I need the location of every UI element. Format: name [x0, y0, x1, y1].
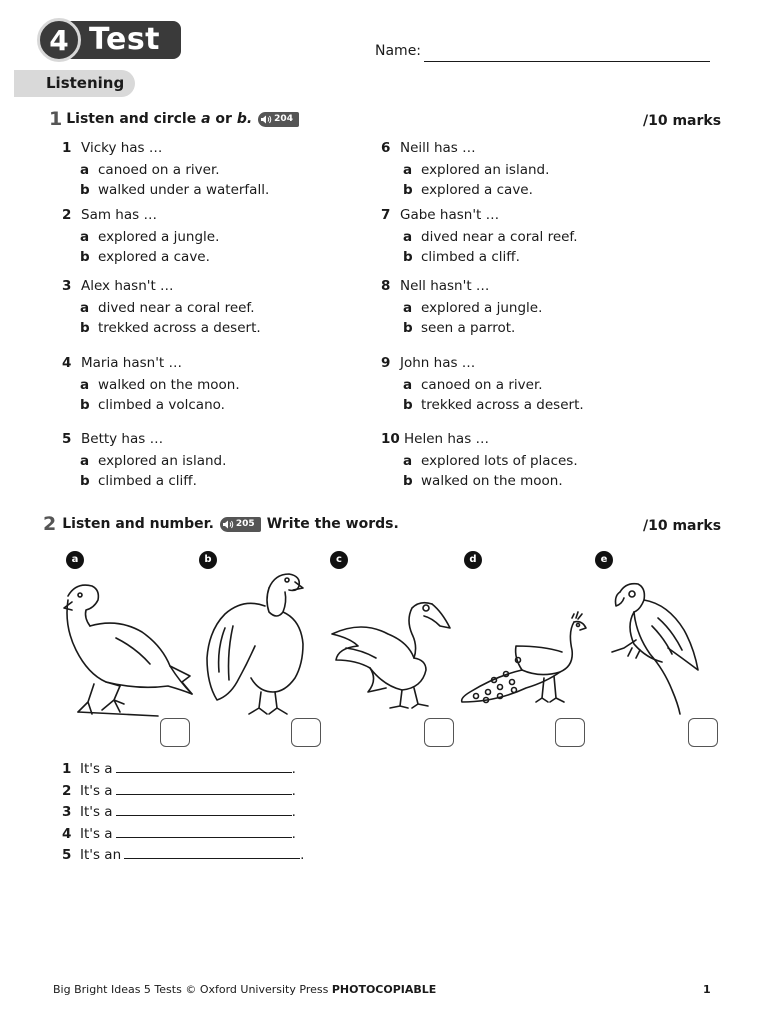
marks-2: /10 marks — [643, 518, 722, 534]
picture-label-a: a — [66, 551, 84, 569]
option-letter[interactable]: b — [80, 182, 90, 198]
option-b[interactable] — [62, 182, 269, 198]
line-end: . — [291, 825, 296, 842]
page-number: 1 — [703, 983, 711, 996]
option-letter[interactable]: b — [80, 473, 90, 489]
option-a[interactable] — [381, 162, 549, 178]
footer-photocopiable: PHOTOCOPIABLE — [331, 983, 437, 996]
option-a[interactable] — [381, 377, 584, 393]
test-badge — [37, 18, 181, 62]
picture-label-e: e — [595, 551, 613, 569]
option-b[interactable] — [62, 473, 226, 489]
option-text: canoed on a river. — [98, 162, 220, 178]
question-number: 9 — [381, 355, 391, 371]
option-letter[interactable]: a — [80, 377, 90, 393]
option-letter[interactable]: b — [403, 320, 413, 336]
picture-label-b: b — [199, 551, 217, 569]
question-stem: Gabe hasn't … — [400, 207, 500, 223]
option-a[interactable] — [62, 453, 226, 469]
answer-blank[interactable] — [116, 837, 292, 838]
question-number: 10 — [381, 431, 400, 447]
line-end: . — [291, 782, 296, 799]
name-label: Name: — [375, 43, 422, 59]
option-text: walked on the moon. — [421, 473, 563, 489]
picture-label-c: c — [330, 551, 348, 569]
footer — [53, 983, 436, 996]
question-number: 5 — [62, 431, 72, 447]
option-b[interactable] — [381, 249, 578, 265]
line-prompt: It's a — [80, 761, 113, 777]
question-stem: Sam has … — [81, 207, 157, 223]
line-end: . — [300, 847, 305, 863]
option-b[interactable] — [62, 397, 240, 413]
option-text: climbed a cliff. — [98, 473, 197, 489]
question-4 — [62, 355, 240, 413]
instruction-a: a — [201, 111, 211, 127]
question-number: 2 — [62, 207, 72, 223]
option-a[interactable] — [381, 229, 578, 245]
option-text: trekked across a desert. — [98, 320, 261, 336]
option-text: climbed a volcano. — [98, 397, 225, 413]
name-field[interactable] — [424, 61, 710, 62]
write-line-1 — [62, 761, 296, 777]
question-number: 8 — [381, 278, 391, 294]
option-text: trekked across a desert. — [421, 397, 584, 413]
option-letter[interactable]: a — [403, 377, 413, 393]
option-a[interactable] — [62, 377, 240, 393]
option-text: explored a cave. — [421, 182, 533, 198]
option-letter[interactable]: b — [80, 397, 90, 413]
question-stem: John has … — [400, 355, 476, 371]
line-prompt: It's a — [80, 804, 113, 820]
question-number: 6 — [381, 140, 391, 156]
line-number: 2 — [62, 782, 72, 799]
question-stem: Betty has … — [81, 431, 164, 447]
exercise-number: 1 — [49, 108, 63, 130]
answer-blank[interactable] — [116, 794, 292, 795]
option-text: explored a cave. — [98, 249, 210, 265]
option-letter[interactable]: b — [403, 397, 413, 413]
write-line-3 — [62, 804, 296, 820]
swan-icon — [328, 598, 456, 710]
line-prompt: It's a — [80, 782, 113, 799]
answer-box-e[interactable] — [688, 718, 718, 747]
audio-track-number: 205 — [235, 519, 255, 529]
test-number: 4 — [37, 18, 81, 62]
audio-track-badge[interactable] — [220, 517, 261, 532]
answer-blank[interactable] — [116, 815, 292, 816]
answer-box-d[interactable] — [555, 718, 585, 747]
speaker-icon — [260, 114, 272, 125]
question-2 — [62, 207, 219, 265]
answer-blank[interactable] — [124, 858, 300, 859]
option-letter[interactable]: a — [403, 300, 413, 316]
question-number: 1 — [62, 140, 72, 156]
option-b[interactable] — [381, 320, 542, 336]
option-a[interactable] — [381, 300, 542, 316]
question-10 — [381, 431, 578, 489]
option-text: canoed on a river. — [421, 377, 543, 393]
option-letter[interactable]: b — [80, 249, 90, 265]
option-a[interactable] — [62, 162, 269, 178]
answer-box-a[interactable] — [160, 718, 190, 747]
question-9 — [381, 355, 584, 413]
section-tab: Listening — [14, 70, 135, 97]
option-letter[interactable]: b — [403, 182, 413, 198]
question-8 — [381, 278, 542, 336]
option-letter[interactable]: a — [403, 453, 413, 469]
write-line-4 — [62, 826, 296, 842]
answer-box-c[interactable] — [424, 718, 454, 747]
instruction-text: Listen and number. — [62, 516, 214, 532]
marks-1: /10 marks — [643, 113, 722, 129]
option-b[interactable] — [381, 397, 584, 413]
option-text: explored lots of places. — [421, 453, 578, 469]
option-text: explored a jungle. — [421, 300, 543, 316]
line-end: . — [291, 761, 296, 777]
line-number: 1 — [62, 761, 72, 777]
option-text: seen a parrot. — [421, 320, 516, 336]
instruction-text-2: Write the words. — [266, 516, 399, 532]
option-letter[interactable]: b — [403, 473, 413, 489]
option-letter[interactable]: a — [80, 453, 90, 469]
audio-track-badge[interactable] — [258, 112, 299, 127]
option-b[interactable] — [381, 182, 549, 198]
option-letter[interactable]: a — [80, 162, 90, 178]
line-number: 4 — [62, 825, 72, 842]
eagle-icon — [58, 578, 196, 726]
peacock-icon — [456, 610, 592, 706]
speaker-icon — [222, 519, 234, 530]
option-b[interactable] — [62, 320, 261, 336]
option-a[interactable] — [62, 300, 261, 316]
parrot-icon — [606, 578, 702, 716]
option-a[interactable] — [381, 453, 578, 469]
answer-blank[interactable] — [116, 772, 292, 773]
option-text: explored an island. — [421, 162, 550, 178]
question-7 — [381, 207, 578, 265]
option-text: walked on the moon. — [98, 377, 240, 393]
question-number: 3 — [62, 278, 72, 294]
question-stem: Helen has … — [404, 431, 490, 447]
option-letter[interactable]: a — [80, 300, 90, 316]
option-letter[interactable]: a — [403, 162, 413, 178]
option-text: dived near a coral reef. — [421, 229, 578, 245]
vulture-icon — [203, 568, 311, 720]
option-letter[interactable]: a — [80, 229, 90, 245]
line-prompt: It's an — [80, 847, 122, 863]
line-number: 5 — [62, 847, 72, 863]
question-stem: Maria hasn't … — [81, 355, 182, 371]
option-letter[interactable]: b — [80, 320, 90, 336]
write-line-2 — [62, 783, 296, 799]
option-text: dived near a coral reef. — [98, 300, 255, 316]
option-text: walked under a waterfall. — [98, 182, 270, 198]
question-5 — [62, 431, 226, 489]
instruction-text: Listen and circle — [66, 111, 202, 127]
option-text: explored a jungle. — [98, 229, 220, 245]
option-text: explored an island. — [98, 453, 227, 469]
footer-text: Big Bright Ideas 5 Tests © Oxford University Press — [53, 983, 332, 996]
answer-box-b[interactable] — [291, 718, 321, 747]
question-stem: Nell hasn't … — [400, 278, 490, 294]
instruction-b: b. — [236, 111, 253, 127]
exercise-number: 2 — [43, 513, 57, 535]
question-3 — [62, 278, 261, 336]
line-number: 3 — [62, 804, 72, 820]
question-number: 7 — [381, 207, 391, 223]
exercise-1-heading — [49, 108, 299, 130]
option-letter[interactable]: a — [403, 229, 413, 245]
option-b[interactable] — [381, 473, 578, 489]
audio-track-number: 204 — [274, 114, 293, 124]
question-1 — [62, 140, 269, 198]
question-stem: Alex hasn't … — [81, 278, 174, 294]
write-line-5 — [62, 847, 304, 863]
option-a[interactable] — [62, 229, 219, 245]
question-6 — [381, 140, 549, 198]
line-end: . — [291, 804, 296, 820]
question-stem: Neill has … — [400, 140, 476, 156]
picture-label-d: d — [464, 551, 482, 569]
line-prompt: It's a — [80, 825, 113, 842]
option-b[interactable] — [62, 249, 219, 265]
instruction-or: or — [210, 111, 237, 127]
question-stem: Vicky has … — [81, 140, 163, 156]
test-title: Test — [67, 21, 181, 59]
question-number: 4 — [62, 355, 72, 371]
exercise-2-heading — [43, 513, 399, 535]
option-text: climbed a cliff. — [421, 249, 520, 265]
option-letter[interactable]: b — [403, 249, 413, 265]
